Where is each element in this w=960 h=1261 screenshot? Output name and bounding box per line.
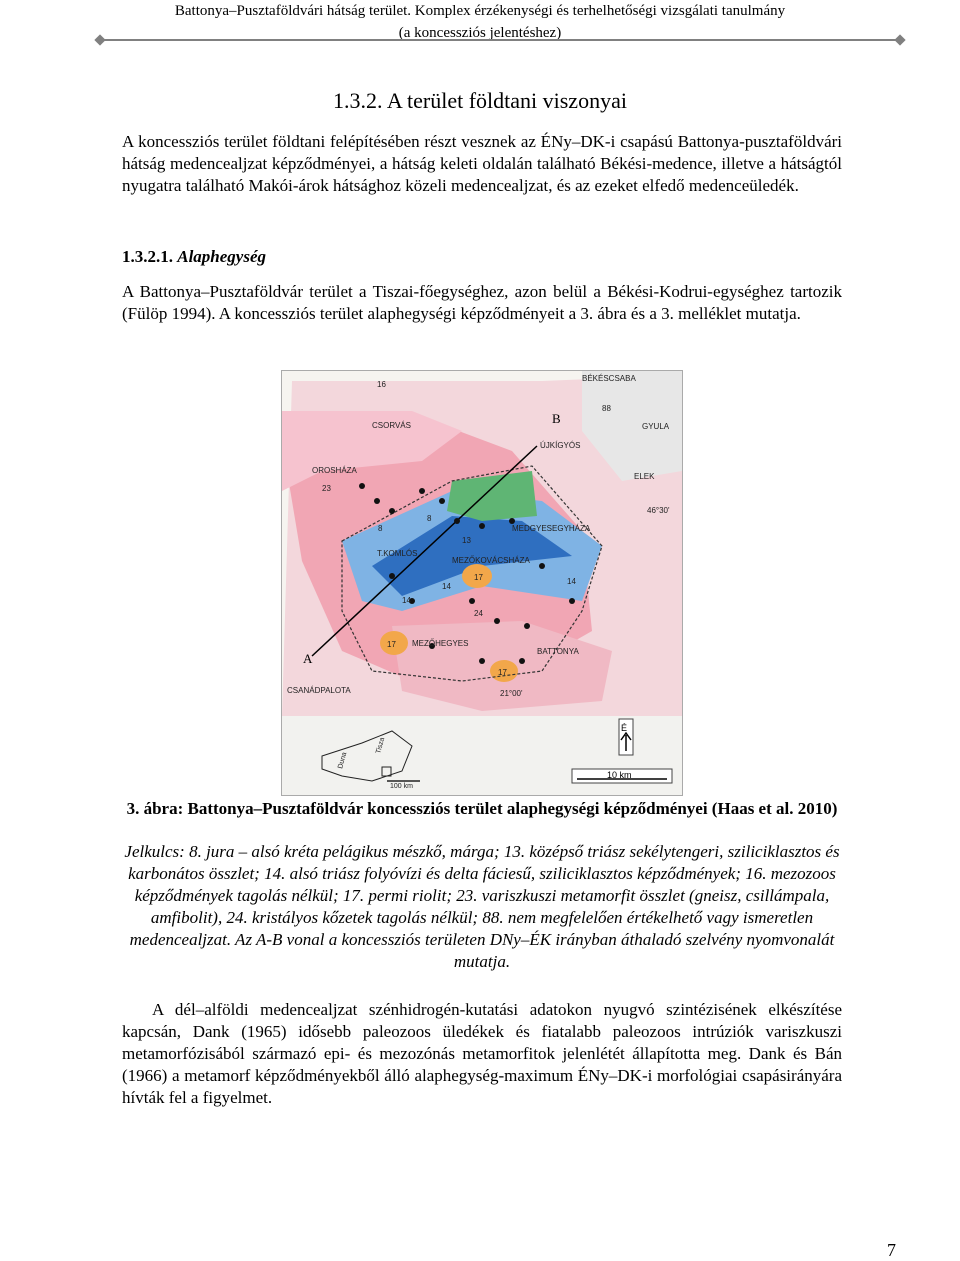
label-tkomlos: T.KOMLÓS — [377, 549, 418, 558]
label-battonya: BATTONYA — [537, 647, 579, 656]
header-rule — [102, 39, 898, 41]
label-scale-100: 100 km — [390, 783, 413, 790]
label-north: É — [621, 723, 628, 733]
geologic-map — [282, 371, 682, 795]
section-title: 1.3.2. A terület földtani viszonyai — [333, 88, 627, 113]
svg-text:14: 14 — [567, 577, 576, 586]
svg-text:8: 8 — [427, 514, 432, 523]
label-duna: Duna — [337, 751, 349, 770]
label-medgyesegyhaza: MEDGYESEGYHÁZA — [512, 524, 591, 533]
svg-text:14: 14 — [402, 596, 411, 605]
label-gyula: GYULA — [642, 422, 670, 431]
label-ujkigyos: ÚJKÍGYÓS — [540, 441, 581, 450]
label-point-b: B — [552, 411, 561, 426]
subsection-number: 1.3.2.1. — [122, 247, 173, 266]
header-line-2: (a koncessziós jelentéshez) — [398, 25, 562, 41]
caption-title: 3. ábra: Battonya–Pusztaföldvár koncessziós terület alaphegységi képződményei (Haas et al. 2010) — [126, 799, 838, 818]
section-paragraph: A koncessziós terület földtani felépítésében részt vesznek az ÉNy–DK-i csapású Battonya-pusztaföldvári hátság medencealjzat képződményei, a hátság keleti oldalán található Békési-medence, illetve a hátságtól nyugatra található Makói-árok hátsághoz közeli medencealjzat, és az ezeket elfedő medenceüledék. — [122, 132, 842, 195]
svg-text:17: 17 — [474, 573, 483, 582]
page-number: 7 — [887, 1240, 896, 1260]
svg-text:8: 8 — [378, 524, 383, 533]
header-line-1: Battonya–Pusztaföldvári hátság terület. Komplex érzékenységi és terhelhetőségi vizsgálati tanulmány — [174, 3, 786, 19]
label-csorvas: CSORVÁS — [372, 421, 411, 430]
svg-text:23: 23 — [322, 484, 331, 493]
svg-text:17: 17 — [387, 640, 396, 649]
body-paragraph: A dél–alföldi medencealjzat szénhidrogén-kutatási adatokon nyugvó szintézisének elkészítése kapcsán, Dank (1965) idősebb paleozoos üledékek és fiatalabb paleozoos intrúziók variszkuszi metamorfózisából származó epi- és mezozónás metamorfitok jelenlétét állapította meg. Dank és Bán (1966) a metamorf képződményekből álló alaphegység-maximum ÉNy–DK-i morfológiai csapásirányára hívták fel a figyelmet. — [122, 1000, 842, 1107]
svg-text:24: 24 — [474, 609, 483, 618]
label-point-a: A — [303, 651, 313, 666]
figure-legend: Jelkulcs: 8. jura – alsó kréta pelágikus mészkő, márga; 13. középső triász sekélytengeri, sziliciklasztos és karbonátos összlet; 14. alsó triász folyóvízi és delta fáciesű, sziliciklasztos képződmények; 16. mezozoos képződmények tagolás nélkül; 17. permi riolit; 23. variszkuszi metamorfit összlet (gneisz, csillámpala, amfibolit), 24. kristályos kőzetek tagolás nélkül; 88. nem megfelelően értékelhető vagy ismeretlen medencealjzat. Az A-B vonal a koncessziós területen DNy–ÉK irányban áthaladó szelvény nyomvonalát mutatja. — [124, 842, 840, 971]
subsection-heading — [122, 247, 266, 267]
label-longitude: 21°00' — [500, 689, 523, 698]
page-header — [0, 0, 960, 44]
subsection-title: Alaphegység — [177, 247, 267, 266]
label-csanadpalota: CSANÁDPALOTA — [287, 686, 351, 695]
label-tisza: Tisza — [375, 736, 387, 755]
label-oroshaza: OROSHÁZA — [312, 466, 357, 475]
label-mezohegyes: MEZŐHEGYES — [412, 639, 469, 648]
label-bekescsaba: BÉKÉSCSABA — [582, 374, 636, 383]
label-elek: ELEK — [634, 472, 655, 481]
svg-text:17: 17 — [498, 668, 507, 677]
label-scale-10: 10 km — [607, 770, 632, 780]
svg-text:14: 14 — [442, 582, 451, 591]
geologic-map-figure — [281, 370, 683, 796]
svg-text:16: 16 — [377, 380, 386, 389]
svg-text:88: 88 — [602, 404, 611, 413]
subsection-paragraph: A Battonya–Pusztaföldvár terület a Tiszai-főegységhez, azon belül a Békési-Kodrui-egységhez tartozik (Fülöp 1994). A koncessziós terület alaphegységi képződményeit a 3. ábra és a 3. melléklet mutatja. — [122, 282, 842, 323]
label-latitude: 46°30' — [647, 506, 670, 515]
figure-caption-title — [122, 798, 842, 820]
label-mezokovacshaza: MEZŐKOVÁCSHÁZA — [452, 556, 530, 565]
svg-text:13: 13 — [462, 536, 471, 545]
